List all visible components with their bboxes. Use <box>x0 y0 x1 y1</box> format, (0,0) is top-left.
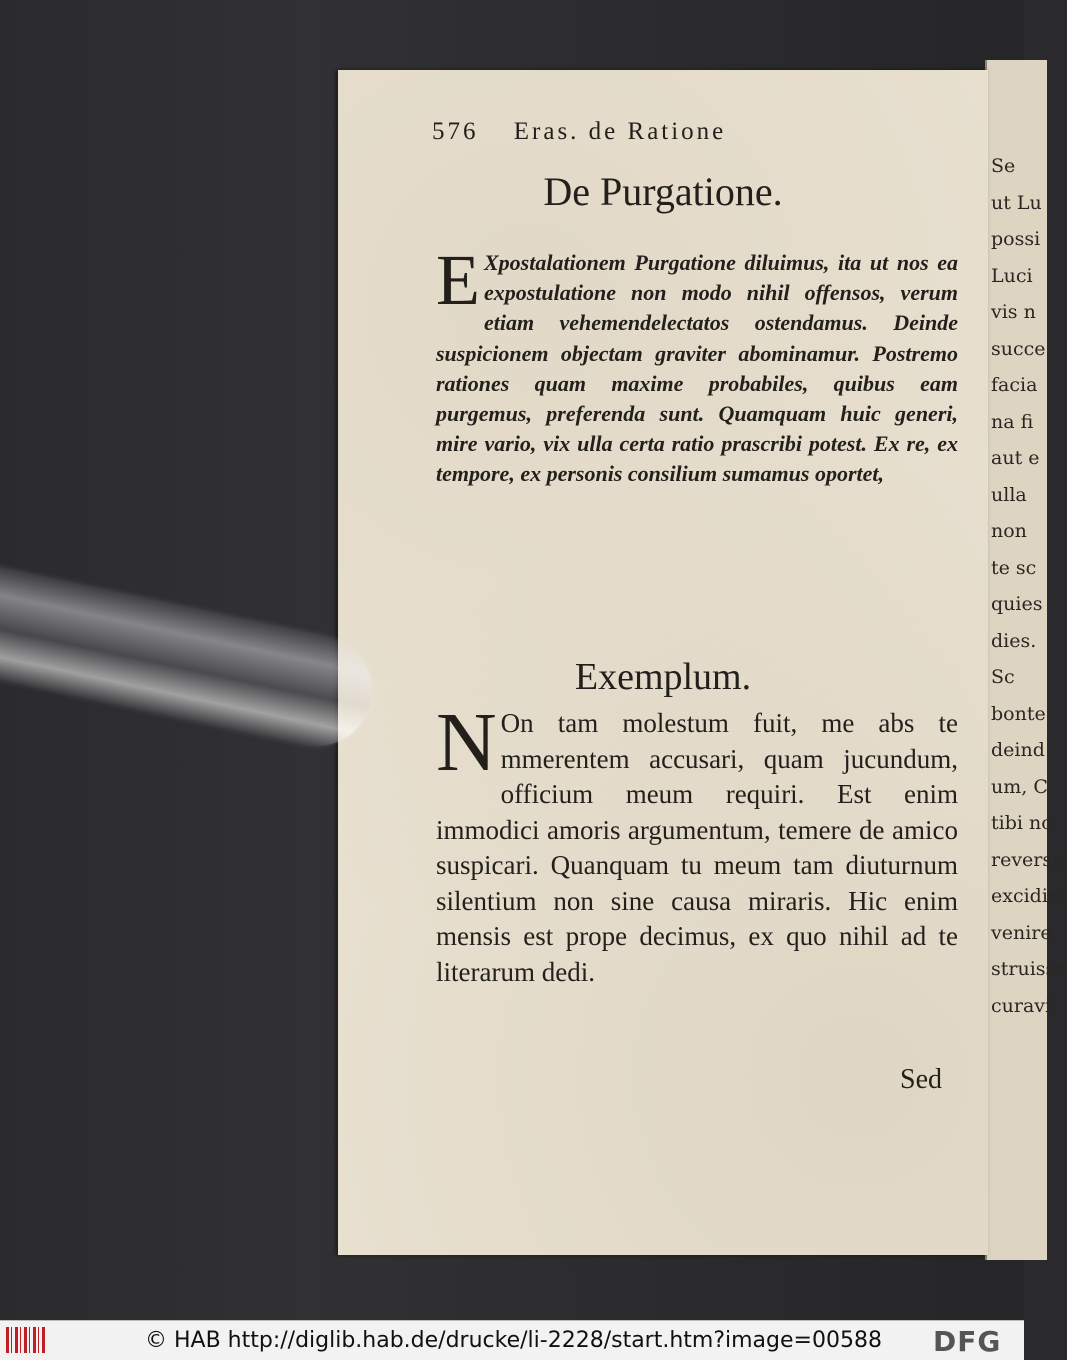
facing-page-fragment: reverse <box>991 848 1064 871</box>
facing-page-fragment: succe <box>991 337 1046 360</box>
facing-page-fragment: non <box>991 520 1027 542</box>
facing-page-fragment: Luci <box>991 264 1033 287</box>
facing-page-fragment: venire, <box>991 921 1058 944</box>
facing-page-fragment: possi <box>991 228 1041 250</box>
facing-page-edge <box>985 60 1067 1260</box>
drop-cap-e: E <box>436 240 480 320</box>
paragraph-example <box>436 696 958 990</box>
facing-page-fragment: Se <box>991 155 1016 177</box>
facing-page-fragment: ut Lu <box>991 191 1042 214</box>
facing-page-fragment: facia <box>991 374 1038 396</box>
facing-page-fragment: tibi no <box>991 812 1053 834</box>
running-head-title: Eras. de Ratione <box>513 118 727 145</box>
section-title: De Purgatione. <box>543 169 783 214</box>
facing-page-fragment: te sc <box>991 556 1037 579</box>
catchword: Sed <box>900 1064 942 1095</box>
facing-page-fragment: quies <box>991 593 1043 615</box>
paragraph-example-text: On tam molestum fuit, me abs te mmerentem accusari, quam jucundum, officium meum requiri. Est enim immodici amoris argumentum, temere de amico suspicari. Quanquam tu meum tam diuturnum silentium non sine causa miraris. Hic enim mensis est prope decimus, ex quo nihil ad te literarum dedi. <box>436 708 958 987</box>
facing-page-fragment: ulla <box>991 483 1027 506</box>
facing-page-fragment: curavi <box>991 994 1052 1017</box>
paragraph-definition <box>436 240 958 490</box>
drop-cap-n: N <box>436 696 497 789</box>
facing-page-fragment: vis n <box>991 301 1036 323</box>
facing-page-fragment: bonte <box>991 702 1046 725</box>
footer-credit-link[interactable]: © HAB http://diglib.hab.de/drucke/li-2228/start.htm?image=00588 <box>145 1328 882 1353</box>
footer-bar <box>0 1320 1024 1360</box>
facing-page-fragment: dies. <box>991 629 1037 652</box>
facing-page-fragment: um, C <box>991 775 1048 798</box>
facing-page-fragment: Sc <box>991 666 1015 688</box>
example-heading: Exemplum. <box>574 656 752 698</box>
running-head <box>432 118 892 146</box>
facing-page-fragment: struisse <box>991 958 1067 980</box>
paragraph-definition-text: Xpostalationem Purgatione diluimus, ita ut nos ea expostulatione non modo nihil offensos, verum etiam vehemendelectatos ostendamus. Deinde suspicionem objectam graviter abominamur. Postremo rationes quam maxime probabiles, quibus eam purgemus, preferenda sunt. Quamquam huic generi, mire vario, vix ulla certa ratio prascribi potest. Ex re, ex tempore, ex personis consilium sumamus oportet, <box>436 250 958 487</box>
facing-page-fragment: aut e <box>991 447 1040 469</box>
facing-page-fragment: deind <box>991 739 1045 761</box>
facing-page-fragment: excidis <box>991 885 1058 907</box>
facing-page-fragment: na fi <box>991 410 1034 433</box>
hab-barcode-logo <box>6 1327 46 1353</box>
dfg-logo: DFG <box>933 1325 1002 1358</box>
page-number: 576 <box>432 118 479 145</box>
